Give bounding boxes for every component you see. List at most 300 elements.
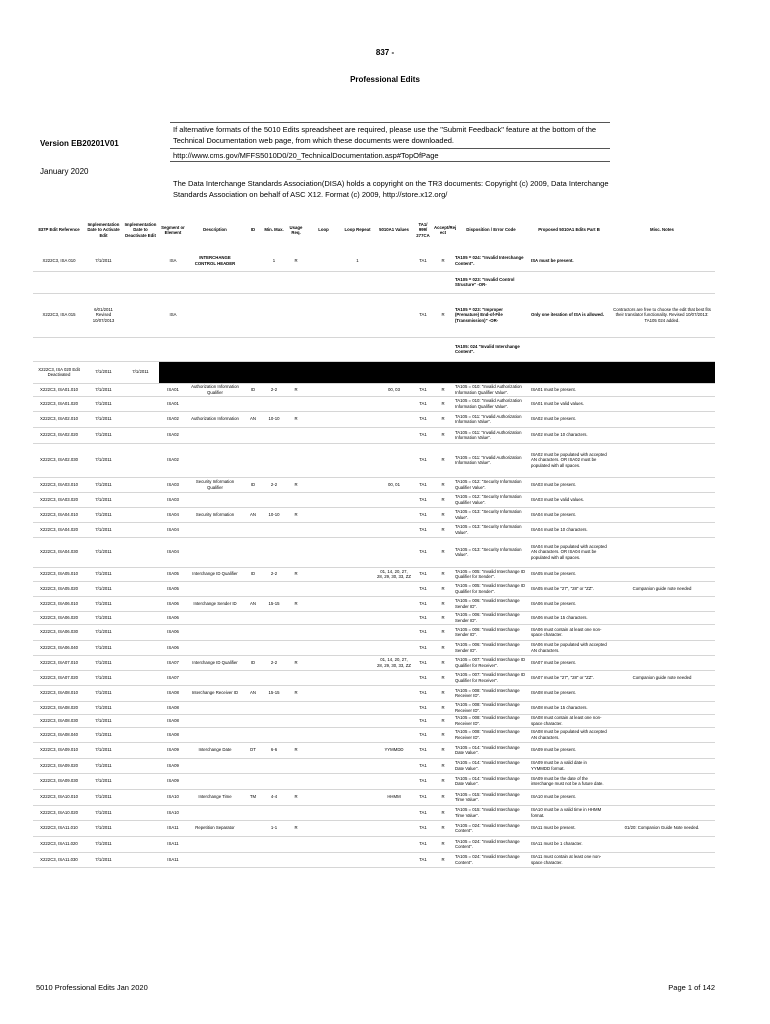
cell-misc (609, 383, 715, 396)
cell-deact (122, 251, 159, 271)
cell-ref: X222C3, ISA08.030 (33, 714, 85, 727)
cell-disp: TA105 = 024: "Invalid Interchange Content". (453, 836, 529, 852)
cell-ar: R (433, 537, 453, 567)
cell-act: 7/1/2011 (85, 714, 122, 727)
cell-values (375, 852, 413, 867)
cell-loop (307, 271, 340, 293)
cell-values (375, 670, 413, 685)
cell-deact (122, 624, 159, 640)
cell-ar: R (433, 596, 453, 611)
cell-usage (285, 611, 307, 624)
cell-misc: Companion guide note needed (609, 670, 715, 685)
cell-values (375, 596, 413, 611)
cell-disp: TA105 = 006: "Invalid Interchange Sender ID". (453, 640, 529, 655)
cell-id (243, 251, 263, 271)
cell-part-b: ISA01 must be present. (529, 383, 609, 396)
cell-ref: X222C3, ISA09.030 (33, 773, 85, 789)
cell-minmax: 10-10 (263, 507, 285, 522)
cell-act: 7/1/2011 (85, 507, 122, 522)
cell-part-b: ISA11 must be 1 character. (529, 836, 609, 852)
cell-ref: X222C3, ISA01.010 (33, 383, 85, 396)
cell-act: 7/1/2011 (85, 537, 122, 567)
cell-disp: TA105 = 013: "Security Information Value". (453, 537, 529, 567)
cell-usage (285, 852, 307, 867)
cell-usage (285, 293, 307, 337)
column-header: TA1/ 999/ 277CA (416, 222, 430, 238)
cell-usage: R (285, 685, 307, 701)
column-header: Accept/Rej ect (434, 224, 457, 235)
cell-deact (122, 443, 159, 477)
cell-usage: R (285, 567, 307, 581)
cell-minmax: 6-6 (263, 742, 285, 758)
cell-seg: ISA02 (159, 443, 187, 477)
cell-act: 7/1/2011 (85, 852, 122, 867)
cell-part-b: ISA07 must be "27", "28" or "ZZ". (529, 670, 609, 685)
cell-misc (609, 836, 715, 852)
cell-act: 7/1/2011 (85, 567, 122, 581)
cell-misc (609, 789, 715, 805)
cell-disp: TA105 = 008: "Invalid Interchange Receiver ID". (453, 701, 529, 714)
cell-part-b: ISA08 must be present. (529, 685, 609, 701)
cell-desc (187, 581, 243, 596)
cell-repeat (340, 805, 375, 820)
cell-ref: X222C3, ISA10.010 (33, 789, 85, 805)
cell-minmax: 4-4 (263, 789, 285, 805)
cell-desc (187, 337, 243, 361)
cell-ar: R (433, 611, 453, 624)
cell-seg: ISA05 (159, 567, 187, 581)
cell-ar: R (433, 836, 453, 852)
cell-minmax: 10-10 (263, 411, 285, 427)
cell-deact (122, 852, 159, 867)
cell-act: 7/1/2011 (85, 836, 122, 852)
cell-ta: TA1 (413, 537, 433, 567)
cell-disp: TA105 = 012: "Security Information Qualifier Value". (453, 477, 529, 492)
cell-ta: TA1 (413, 670, 433, 685)
cell-ar (433, 271, 453, 293)
cell-ar: R (433, 820, 453, 836)
cell-misc (609, 805, 715, 820)
table-row (33, 820, 715, 836)
cell-misc (609, 537, 715, 567)
cell-values: HHMM (375, 789, 413, 805)
cell-disp: TA105 = 006: "Invalid Interchange Sender ID". (453, 624, 529, 640)
cell-values (375, 443, 413, 477)
cell-values (375, 293, 413, 337)
cell-loop (307, 522, 340, 537)
cell-repeat: 1 (340, 251, 375, 271)
cell-ta: TA1 (413, 836, 433, 852)
cell-misc (609, 758, 715, 773)
cell-ref: X222C3, ISA06.010 (33, 596, 85, 611)
cell-id: TM (243, 789, 263, 805)
cell-loop (307, 581, 340, 596)
cell-repeat (340, 670, 375, 685)
column-header: 5010A1 Values (379, 227, 409, 233)
cell-values: 01, 14, 20, 27, 28, 29, 30, 33, ZZ (375, 655, 413, 670)
cell-part-b: ISA09 must be present. (529, 742, 609, 758)
cell-id (243, 611, 263, 624)
cell-usage (285, 727, 307, 742)
cell-act: 7/1/2011 (85, 477, 122, 492)
cell-loop (307, 742, 340, 758)
cell-seg: ISA10 (159, 789, 187, 805)
cell-deact (122, 773, 159, 789)
cell-minmax: 15-15 (263, 596, 285, 611)
cell-act: 7/1/2011 (85, 773, 122, 789)
cell-usage: R (285, 789, 307, 805)
cell-deact (122, 396, 159, 411)
column-header: Segment or Element (161, 224, 185, 235)
cell-deact (122, 820, 159, 836)
cell-part-b: ISA08 must be populated with accepted AN characters. (529, 727, 609, 742)
cell-desc: Interchange Sender ID (187, 596, 243, 611)
cell-part-b: ISA01 must be valid values. (529, 396, 609, 411)
cell-ta: TA1 (413, 293, 433, 337)
cell-id (243, 293, 263, 337)
cell-repeat (340, 581, 375, 596)
cell-minmax (263, 701, 285, 714)
cell-repeat (340, 655, 375, 670)
cell-usage (285, 396, 307, 411)
cell-seg: ISA11 (159, 820, 187, 836)
cell-ar: R (433, 670, 453, 685)
cell-id: AN (243, 685, 263, 701)
cell-values (375, 836, 413, 852)
cell-ref: X222C3, ISA11.010 (33, 820, 85, 836)
cell-ta: TA1 (413, 443, 433, 477)
cell-deact (122, 836, 159, 852)
cell-usage (285, 443, 307, 477)
cell-deact (122, 567, 159, 581)
divider (170, 161, 610, 162)
cell-values (375, 758, 413, 773)
cell-ref: X222C3, ISA08.020 (33, 701, 85, 714)
copyright-note: The Data Interchange Standards Association(DISA) holds a copyright on the TR3 documents: Copyright (c) 2009, Data Interchange Standards Association on behalf of ASC X12. Format (c) 2009, http://store.x12.org/ (173, 179, 609, 199)
cell-id (243, 805, 263, 820)
table-row (33, 271, 715, 293)
cell-ref: X222C3, ISA05.020 (33, 581, 85, 596)
cell-ar: R (433, 714, 453, 727)
cell-values (375, 396, 413, 411)
cell-values (375, 522, 413, 537)
cell-act: 6/01/2011 Revised 10/07/2013 (85, 293, 122, 337)
documentation-link[interactable]: http://www.cms.gov/MFFS5010D0/20_TechnicalDocumentation.asp#TopOfPage (173, 151, 439, 160)
cell-act: 7/1/2011 (85, 361, 122, 383)
cell-part-b: ISA10 must be a valid time in HHMM format. (529, 805, 609, 820)
cell-part-b (529, 361, 609, 383)
cell-deact (122, 670, 159, 685)
cell-disp: TA105 = 015: "Invalid Interchange Time Value". (453, 789, 529, 805)
cell-part-b (529, 271, 609, 293)
cell-seg: ISA11 (159, 852, 187, 867)
cell-loop (307, 537, 340, 567)
cell-ar: R (433, 685, 453, 701)
cell-minmax: 2-2 (263, 655, 285, 670)
cell-id (243, 271, 263, 293)
cell-id (243, 624, 263, 640)
cell-part-b: ISA02 must be 10 characters. (529, 427, 609, 443)
cell-ta: TA1 (413, 567, 433, 581)
cell-misc (609, 427, 715, 443)
cell-repeat (340, 773, 375, 789)
cell-misc (609, 411, 715, 427)
cell-seg: ISA04 (159, 537, 187, 567)
cell-disp: TA105 = 008: "Invalid Interchange Receiver ID". (453, 685, 529, 701)
cell-ref: X222C3, ISA 010 (33, 251, 85, 271)
cell-ar: R (433, 701, 453, 714)
cell-ta: TA1 (413, 383, 433, 396)
cell-repeat (340, 701, 375, 714)
cell-values (375, 773, 413, 789)
cell-act: 7/1/2011 (85, 611, 122, 624)
cell-loop (307, 383, 340, 396)
cell-act: 7/1/2011 (85, 640, 122, 655)
cell-disp: TA105 = 013: "Security Information Value". (453, 522, 529, 537)
cell-values (375, 820, 413, 836)
cell-id: ID (243, 567, 263, 581)
table-header-row (33, 209, 715, 251)
cell-usage: R (285, 411, 307, 427)
cell-desc: Authorization Information Qualifier (187, 383, 243, 396)
cell-deact (122, 805, 159, 820)
cell-disp: TA105 = 005: "Invalid Interchange ID Qualifier for Sender". (453, 581, 529, 596)
cell-misc (609, 655, 715, 670)
cell-misc (609, 624, 715, 640)
cell-values (375, 361, 413, 383)
cell-act: 7/1/2011 (85, 670, 122, 685)
cell-ref: X222C3, ISA09.010 (33, 742, 85, 758)
cell-desc (187, 443, 243, 477)
cell-ta: TA1 (413, 427, 433, 443)
cell-part-b: ISA must be present. (529, 251, 609, 271)
cell-seg: ISA06 (159, 611, 187, 624)
cell-act: 7/1/2011 (85, 596, 122, 611)
cell-minmax (263, 805, 285, 820)
cell-seg: ISA11 (159, 836, 187, 852)
cell-desc (187, 836, 243, 852)
cell-minmax (263, 443, 285, 477)
cell-seg: ISA02 (159, 427, 187, 443)
cell-misc (609, 492, 715, 507)
cell-part-b: ISA03 must be valid values. (529, 492, 609, 507)
cell-deact (122, 522, 159, 537)
column-header: Implementation Date to Activate Edit (87, 222, 120, 238)
cell-loop (307, 727, 340, 742)
cell-repeat (340, 611, 375, 624)
cell-id (243, 758, 263, 773)
cell-id: AN (243, 411, 263, 427)
cell-ta: TA1 (413, 758, 433, 773)
cell-usage: R (285, 655, 307, 670)
cell-usage: R (285, 742, 307, 758)
cell-misc (609, 251, 715, 271)
cell-ar (433, 337, 453, 361)
cell-ar: R (433, 655, 453, 670)
cell-ref: X222C3, ISA11.020 (33, 836, 85, 852)
cell-repeat (340, 820, 375, 836)
column-header: 837P Edit Reference (38, 227, 80, 233)
cell-seg: ISA10 (159, 805, 187, 820)
cell-seg: ISA06 (159, 624, 187, 640)
cell-act: 7/1/2011 (85, 251, 122, 271)
cell-values (375, 507, 413, 522)
cell-ref (33, 337, 85, 361)
cell-desc (187, 293, 243, 337)
cell-values: 00, 01 (375, 477, 413, 492)
cell-values (375, 727, 413, 742)
cell-desc (187, 361, 243, 383)
cell-act: 7/1/2011 (85, 396, 122, 411)
cell-seg: ISA06 (159, 640, 187, 655)
table-row (33, 293, 715, 337)
cell-ref: X222C3, ISA08.010 (33, 685, 85, 701)
cell-misc: 01/20: Companion Guide Note needed. (609, 820, 715, 836)
cell-ref: X222C3, ISA10.020 (33, 805, 85, 820)
cell-desc: Security Information (187, 507, 243, 522)
cell-seg (159, 271, 187, 293)
cell-part-b: ISA06 must be populated with accepted AN characters. (529, 640, 609, 655)
cell-deact (122, 596, 159, 611)
cell-part-b: ISA10 must be present. (529, 789, 609, 805)
cell-ref (33, 271, 85, 293)
cell-loop (307, 758, 340, 773)
cell-ar: R (433, 427, 453, 443)
cell-usage (285, 805, 307, 820)
cell-loop (307, 596, 340, 611)
column-header: Usage Req. (289, 224, 303, 235)
cell-misc (609, 396, 715, 411)
cell-deact (122, 655, 159, 670)
cell-ta (413, 337, 433, 361)
cell-disp: TA105 = 023: "Invalid Control Structure" -OR- (453, 271, 529, 293)
cell-values (375, 537, 413, 567)
cell-desc (187, 492, 243, 507)
cell-misc (609, 567, 715, 581)
table-row (33, 507, 715, 522)
cell-ar: R (433, 789, 453, 805)
cell-act (85, 337, 122, 361)
cell-usage: R (285, 383, 307, 396)
table-row (33, 492, 715, 507)
cell-ta: TA1 (413, 773, 433, 789)
cell-repeat (340, 492, 375, 507)
cell-loop (307, 396, 340, 411)
cell-repeat (340, 596, 375, 611)
cell-usage (285, 836, 307, 852)
cell-ar: R (433, 742, 453, 758)
divider (170, 122, 610, 123)
cell-desc (187, 611, 243, 624)
cell-seg: ISA02 (159, 411, 187, 427)
cell-usage (285, 640, 307, 655)
cell-disp: TA105 = 011: "Invalid Authorization Information Value". (453, 411, 529, 427)
cell-part-b: ISA06 must be present. (529, 596, 609, 611)
table-row (33, 624, 715, 640)
cell-minmax (263, 758, 285, 773)
cell-act: 7/1/2011 (85, 685, 122, 701)
table-row (33, 701, 715, 714)
cell-ta: TA1 (413, 805, 433, 820)
cell-repeat (340, 685, 375, 701)
cell-deact (122, 714, 159, 727)
cell-misc (609, 337, 715, 361)
cell-misc (609, 477, 715, 492)
cell-ar: R (433, 727, 453, 742)
cell-ref: X222C3, ISA09.020 (33, 758, 85, 773)
cell-repeat (340, 396, 375, 411)
cell-seg: ISA01 (159, 396, 187, 411)
cell-misc (609, 443, 715, 477)
cell-misc (609, 507, 715, 522)
cell-desc: Interchange ID Qualifier (187, 567, 243, 581)
cell-loop (307, 670, 340, 685)
cell-desc (187, 271, 243, 293)
cell-seg: ISA05 (159, 581, 187, 596)
cell-minmax (263, 581, 285, 596)
cell-ref: X222C3, ISA11.030 (33, 852, 85, 867)
cell-deact (122, 411, 159, 427)
cell-ref: X222C3, ISA01.020 (33, 396, 85, 411)
cell-desc: Interchange Receiver ID (187, 685, 243, 701)
cell-seg: ISA08 (159, 727, 187, 742)
cell-ta: TA1 (413, 411, 433, 427)
cell-ar: R (433, 383, 453, 396)
cell-loop (307, 427, 340, 443)
cell-seg (159, 337, 187, 361)
cell-deact (122, 492, 159, 507)
cell-part-b: ISA02 must be populated with accepted AN characters. OR ISA02 must be populated with all spaces. (529, 443, 609, 477)
cell-ta: TA1 (413, 640, 433, 655)
cell-repeat (340, 624, 375, 640)
cell-disp: TA105 = 007: "Invalid Interchange ID Qualifier for Receiver". (453, 655, 529, 670)
cell-usage: R (285, 477, 307, 492)
column-header: Loop (318, 227, 329, 233)
cell-repeat (340, 271, 375, 293)
cell-id (243, 537, 263, 567)
cell-id (243, 396, 263, 411)
cell-desc: Interchange Time (187, 789, 243, 805)
cell-ar: R (433, 852, 453, 867)
table-row (33, 251, 715, 271)
cell-ar: R (433, 411, 453, 427)
cell-values: YYMMDD (375, 742, 413, 758)
cell-id (243, 670, 263, 685)
table-row (33, 836, 715, 852)
table-row (33, 742, 715, 758)
cell-ta: TA1 (413, 251, 433, 271)
cell-ta: TA1 (413, 852, 433, 867)
cell-repeat (340, 836, 375, 852)
cell-ta: TA1 (413, 624, 433, 640)
cell-seg: ISA06 (159, 596, 187, 611)
table-row (33, 852, 715, 867)
divider (170, 148, 610, 149)
cell-ref: X222C3, ISA 015 (33, 293, 85, 337)
cell-usage (285, 758, 307, 773)
cell-disp: TA105 = 007: "Invalid Interchange ID Qualifier for Receiver". (453, 670, 529, 685)
cell-part-b: ISA04 must be present. (529, 507, 609, 522)
cell-misc (609, 714, 715, 727)
cell-disp: TA105: 024 "Invalid Interchange Content". (453, 337, 529, 361)
cell-loop (307, 805, 340, 820)
cell-id: AN (243, 596, 263, 611)
cell-deact: 7/1/2011 (122, 361, 159, 383)
cell-values (375, 701, 413, 714)
cell-loop (307, 655, 340, 670)
cell-ta: TA1 (413, 714, 433, 727)
cell-part-b: ISA08 must be 15 characters. (529, 701, 609, 714)
